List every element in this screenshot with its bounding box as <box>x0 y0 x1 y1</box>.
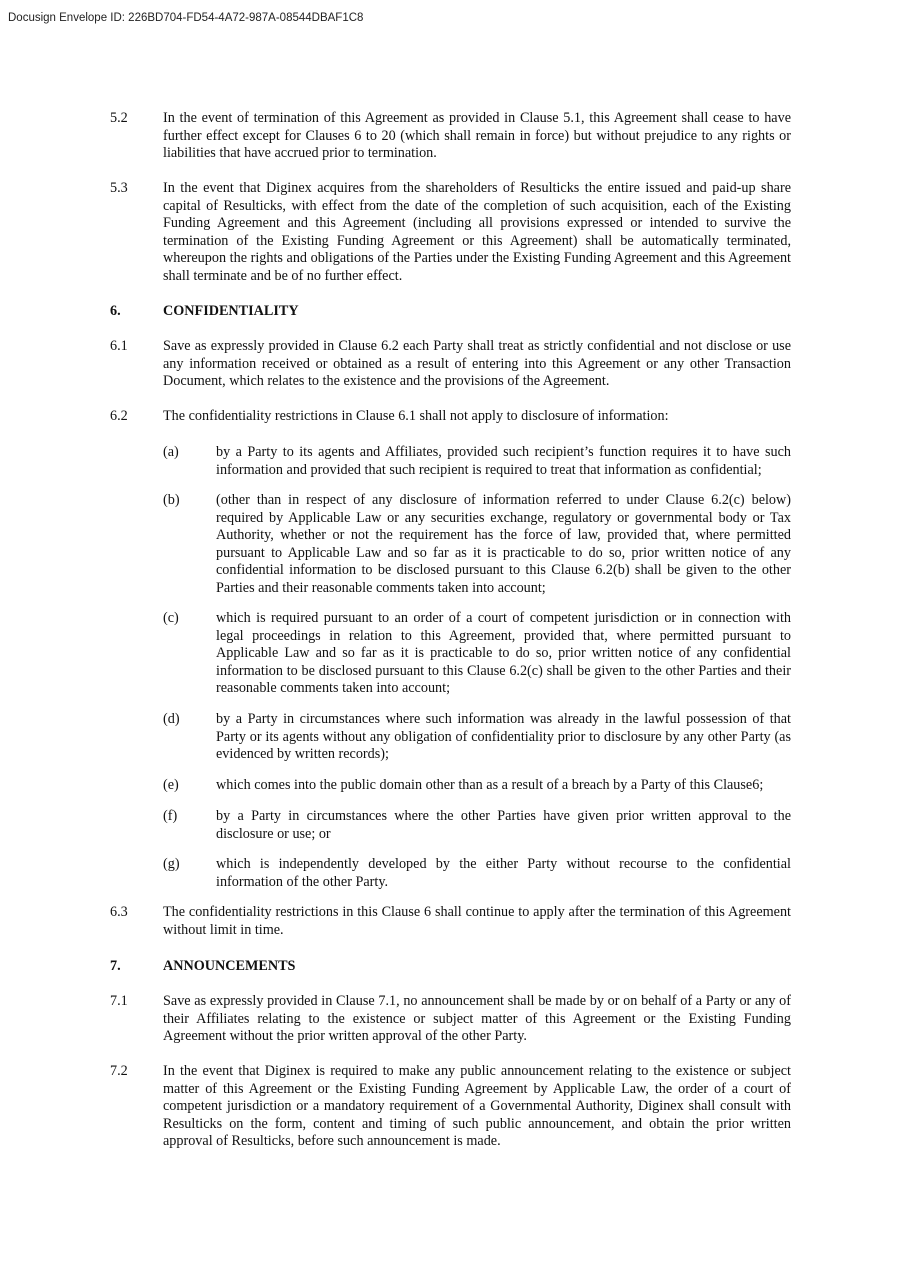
clause-number: 7.2 <box>110 1063 128 1079</box>
sub-clause-label: (b) <box>163 492 180 508</box>
section-title: ANNOUNCEMENTS <box>163 958 296 974</box>
sub-clause-label: (a) <box>163 444 179 460</box>
clause-number: 6.2 <box>110 408 128 424</box>
clause-text: In the event of termination of this Agreement as provided in Clause 5.1, this Agreement shall cease to have further effect except for Clauses 6 to 20 (which shall remain in force) but without prejudice to any rights or liabilities that have accrued prior to termination. <box>163 110 791 162</box>
clause-text: The confidentiality restrictions in this Clause 6 shall continue to apply after the termination of this Agreement without limit in time. <box>163 904 791 938</box>
clause-text: Save as expressly provided in Clause 7.1, no announcement shall be made by or on behalf of a Party or any of their Affiliates relating to the existence or subject matter of this Agreement or the Existing Funding Agreement without the prior written approval of the other Party. <box>163 993 791 1045</box>
clause-number: 6.3 <box>110 904 128 920</box>
sub-clause-text: which is required pursuant to an order of a court of competent jurisdiction or in connection with legal proceedings in relation to this Agreement, provided that, where permitted pursuant to Applicable Law and so far as it is practicable to do so, prior written notice of any confidential information to be disclosed pursuant to this Clause 6.2(c) shall be given to the other Parties and their reasonable comments taken into account; <box>216 610 791 697</box>
section-title: CONFIDENTIALITY <box>163 303 299 319</box>
sub-clause-label: (e) <box>163 777 179 793</box>
sub-clause-text: (other than in respect of any disclosure of information referred to under Clause 6.2(c) below) required by Applicable Law or any securities exchange, regulatory or governmental body or Tax Authority, whether or not the requirement has the force of law, provided that, where permitted pursuant to Applicable Law and so far as it is practicable to do so, prior written notice of any confidential information to be disclosed pursuant to this Clause 6.2(b) shall be given to the other Parties and their reasonable comments taken into account; <box>216 492 791 596</box>
clause-text: In the event that Diginex is required to make any public announcement relating to the existence or subject matter of this Agreement or the Existing Funding Agreement by Applicable Law, the order of a court of competent jurisdiction or a mandatory requirement of a Governmental Authority, Diginex shall consult with Resulticks on the form, content and timing of such public announcement, and obtain the prior written approval of Resulticks, before such announcement is made. <box>163 1063 791 1150</box>
clause-number: 7.1 <box>110 993 128 1009</box>
docusign-envelope-id: Docusign Envelope ID: 226BD704-FD54-4A72-987A-08544DBAF1C8 <box>8 12 364 24</box>
clause-number: 5.3 <box>110 180 128 196</box>
sub-clause-label: (g) <box>163 856 180 872</box>
sub-clause-label: (f) <box>163 808 178 824</box>
clause-text: In the event that Diginex acquires from the shareholders of Resulticks the entire issued and paid-up share capital of Resulticks, with effect from the date of the completion of such acquisition, each of the Existing Funding Agreement and this Agreement (including all provisions expressed or intended to survive the termination of the Existing Funding Agreement or this Agreement) shall be automatically terminated, whereupon the rights and obligations of the Parties under the Existing Funding Agreement and this Agreement shall terminate and be of no further effect. <box>163 180 791 284</box>
clause-text: Save as expressly provided in Clause 6.2 each Party shall treat as strictly confidential and not disclose or use any information received or obtained as a result of entering into this Agreement or any other Transaction Document, which relates to the existence and the provisions of the Agreement. <box>163 338 791 390</box>
sub-clause-text: which comes into the public domain other than as a result of a breach by a Party of this Clause6; <box>216 777 764 793</box>
clause-text: The confidentiality restrictions in Clause 6.1 shall not apply to disclosure of information: <box>163 408 669 424</box>
section-number: 6. <box>110 303 121 319</box>
sub-clause-label: (d) <box>163 711 180 727</box>
sub-clause-text: which is independently developed by the either Party without recourse to the confidential information of the other Party. <box>216 856 791 890</box>
sub-clause-label: (c) <box>163 610 179 626</box>
sub-clause-text: by a Party to its agents and Affiliates, provided such recipient’s function requires it to have such information and provided that such recipient is required to treat that information as confidential; <box>216 444 791 478</box>
clause-number: 5.2 <box>110 110 128 126</box>
sub-clause-text: by a Party in circumstances where such information was already in the lawful possession of that Party or its agents without any obligation of confidentiality prior to disclosure by any other Party (as evidenced by written records); <box>216 711 791 763</box>
sub-clause-text: by a Party in circumstances where the other Parties have given prior written approval to the disclosure or use; or <box>216 808 791 842</box>
section-number: 7. <box>110 958 121 974</box>
clause-number: 6.1 <box>110 338 128 354</box>
